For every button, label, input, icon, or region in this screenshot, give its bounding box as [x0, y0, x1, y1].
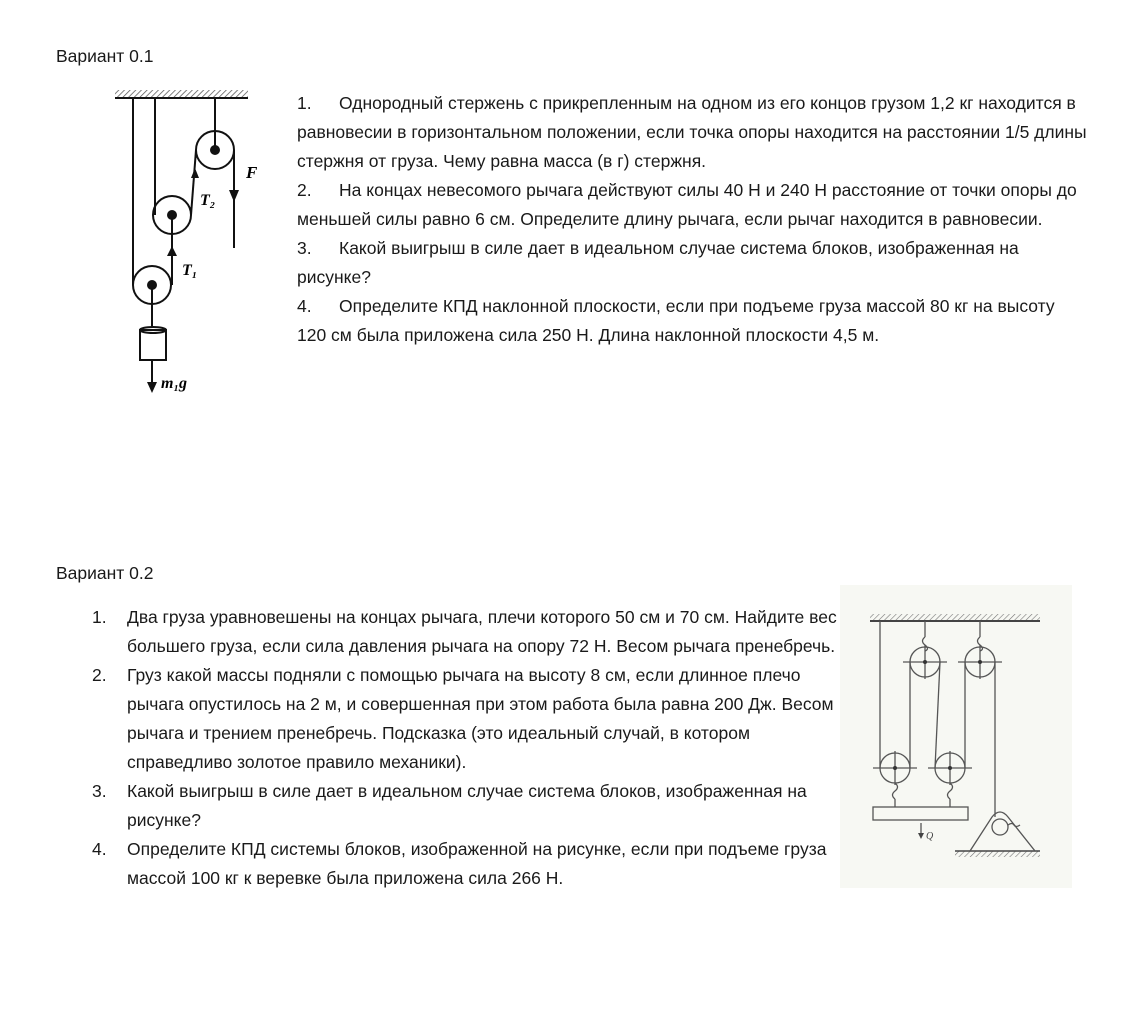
- problem-text: Два груза уравновешены на концах рычага, плечи которого 50 см и 70 см. Найдите вес большего груза, если сила давления рычага на опору 72 Н. Весом рычага пренебречь.: [127, 607, 837, 656]
- problem-number: 4.: [92, 839, 107, 859]
- problem-text: Определите КПД системы блоков, изображенной на рисунке, если при подъеме груза массой 100 кг к веревке была приложена сила 266 Н.: [127, 839, 827, 888]
- problem-item: [90, 603, 840, 661]
- problem-text: Однородный стержень с прикрепленным на одном из его концов грузом 1,2 кг находится в равновесии в горизонтальном положении, если точка опоры находится на расстоянии 1/5 длины стержня от груза. Чему равна масса (в г) стержня.: [297, 93, 1087, 171]
- problem-number: 1.: [92, 607, 107, 627]
- problem-item: [297, 176, 1087, 234]
- tension-t1-label: T₁: [182, 262, 198, 279]
- problem-item: [297, 292, 1087, 350]
- problem-number: 2.: [92, 665, 107, 685]
- problem-text: Какой выигрыш в силе дает в идеальном случае система блоков, изображенная на рисунке?: [297, 238, 1019, 287]
- force-f-label: F: [246, 163, 258, 182]
- variant-2-problems: [90, 603, 840, 893]
- variant-1-title: Вариант 0.1: [56, 46, 154, 66]
- problem-number: 1.: [297, 93, 312, 113]
- problem-item: [297, 89, 1087, 176]
- variant-1-problems: [297, 89, 1087, 350]
- load-q-label: Q: [926, 831, 934, 842]
- problem-text: На концах невесомого рычага действуют силы 40 Н и 240 Н расстояние от точки опоры до меньшей силы равно 6 см. Определите длину рычага, если рычаг находится в равновесии.: [297, 180, 1077, 229]
- problem-item: [90, 661, 840, 777]
- problem-number: 3.: [297, 238, 312, 258]
- problem-text: Груз какой массы подняли с помощью рычага на высоту 8 см, если длинное плечо рычага опустилось на 2 м, и совершенная при этом работа была равна 200 Дж. Весом рычага и трением пренебречь. Подсказка (это идеальный случай, в котором справедливо золотое правило механики).: [127, 665, 834, 772]
- problem-text: Определите КПД наклонной плоскости, если при подъеме груза массой 80 кг на высоту 120 см была приложена сила 250 Н. Длина наклонной плоскости 4,5 м.: [297, 296, 1055, 345]
- problem-number: 2.: [297, 180, 312, 200]
- pulley-system-figure-1: [100, 80, 290, 410]
- weight-label: m₁g: [161, 375, 188, 392]
- problem-item: [297, 234, 1087, 292]
- tension-t2-label: T₂: [200, 192, 216, 209]
- problem-item: [90, 777, 840, 835]
- variant-2-title: Вариант 0.2: [56, 563, 154, 583]
- pulley-system-figure-2: [840, 585, 1072, 888]
- problem-number: 3.: [92, 781, 107, 801]
- problem-text: Какой выигрыш в силе дает в идеальном случае система блоков, изображенная на рисунке?: [127, 781, 807, 830]
- problem-number: 4.: [297, 296, 312, 316]
- problem-item: [90, 835, 840, 893]
